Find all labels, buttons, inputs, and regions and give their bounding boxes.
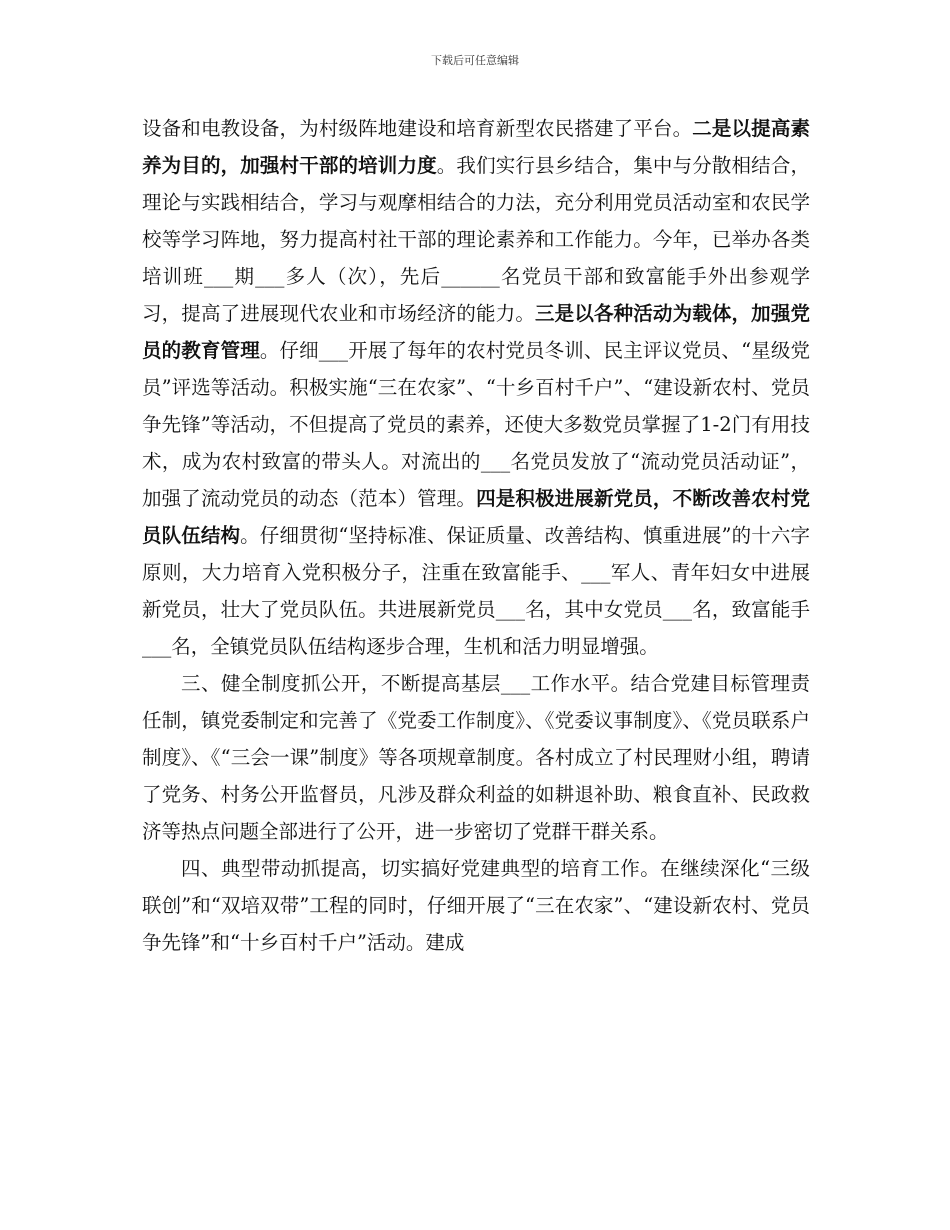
paragraph-1-text-3: 。仔细___开展了每年的农村党员冬训、民主评议党员、“星级党员”评选等活动。积极实施“三在农家”、“十乡百村千户”、“建设新农村、党员争先锋”等活动，不但提高了党员的素养，还使大多数党员掌握了1-2门有用技术，成为农村致富的带头人。对流出的___名党员发放了“流动党员活动证”，加强了流动党员的动态（范本）管理。	[142, 339, 810, 510]
paragraph-1-text-2: 。我们实行县乡结合，集中与分散相结合，理论与实践相结合，学习与观摩相结合的力法，充分利用党员活动室和农民学校等学习阵地，努力提高村社干部的理论素养和工作能力。今年，已举办各类培训班___期___多人（次），先后______名党员干部和致富能手外出参观学习，提高了进展现代农业和市场经济的能力。	[142, 154, 810, 325]
paragraph-1-bold-point-3: 三是以各种活动为载体，加强党员的教育管理	[142, 302, 810, 362]
paragraph-2: 三、健全制度抓公开，不断提高基层___工作水平。结合党建目标管理责任制，镇党委制定和完善了《党委工作制度》、《党委议事制度》、《党员联系户制度》、《“三会一课”制度》等各项规章制度。各村成立了村民理财小组，聘请了党务、村务公开监督员，凡涉及群众利益的如耕退补助、粮食直补、民政救济等热点问题全部进行了公开，进一步密切了党群干群关系。	[142, 672, 810, 843]
page-header: 下载后可任意编辑	[431, 54, 519, 67]
paragraph-1-bold-point-4: 四是积极进展新党员，不断改善农村党员队伍结构	[142, 487, 810, 547]
document-body	[142, 110, 810, 961]
paragraph-1-text-4: 。仔细贯彻“坚持标准、保证质量、改善结构、慎重进展”的十六字原则，大力培育入党积极分子，注重在致富能手、___军人、青年妇女中进展新党员，壮大了党员队伍。共进展新党员___名，其中女党员___名，致富能手___名，全镇党员队伍结构逐步合理，生机和活力明显增强。	[142, 524, 810, 658]
paragraph-1-text-1: 设备和电教设备，为村级阵地建设和培育新型农民搭建了平台。	[142, 117, 693, 140]
paragraph-3: 四、典型带动抓提高，切实搞好党建典型的培育工作。在继续深化“三级联创”和“双培双带”工程的同时，仔细开展了“三在农家”、“建设新农村、党员争先锋”和“十乡百村千户”活动。建成	[142, 857, 810, 954]
paragraph-1	[142, 110, 810, 665]
paragraph-1-bold-point-2: 二是以提高素养为目的，加强村干部的培训力度	[142, 117, 810, 177]
